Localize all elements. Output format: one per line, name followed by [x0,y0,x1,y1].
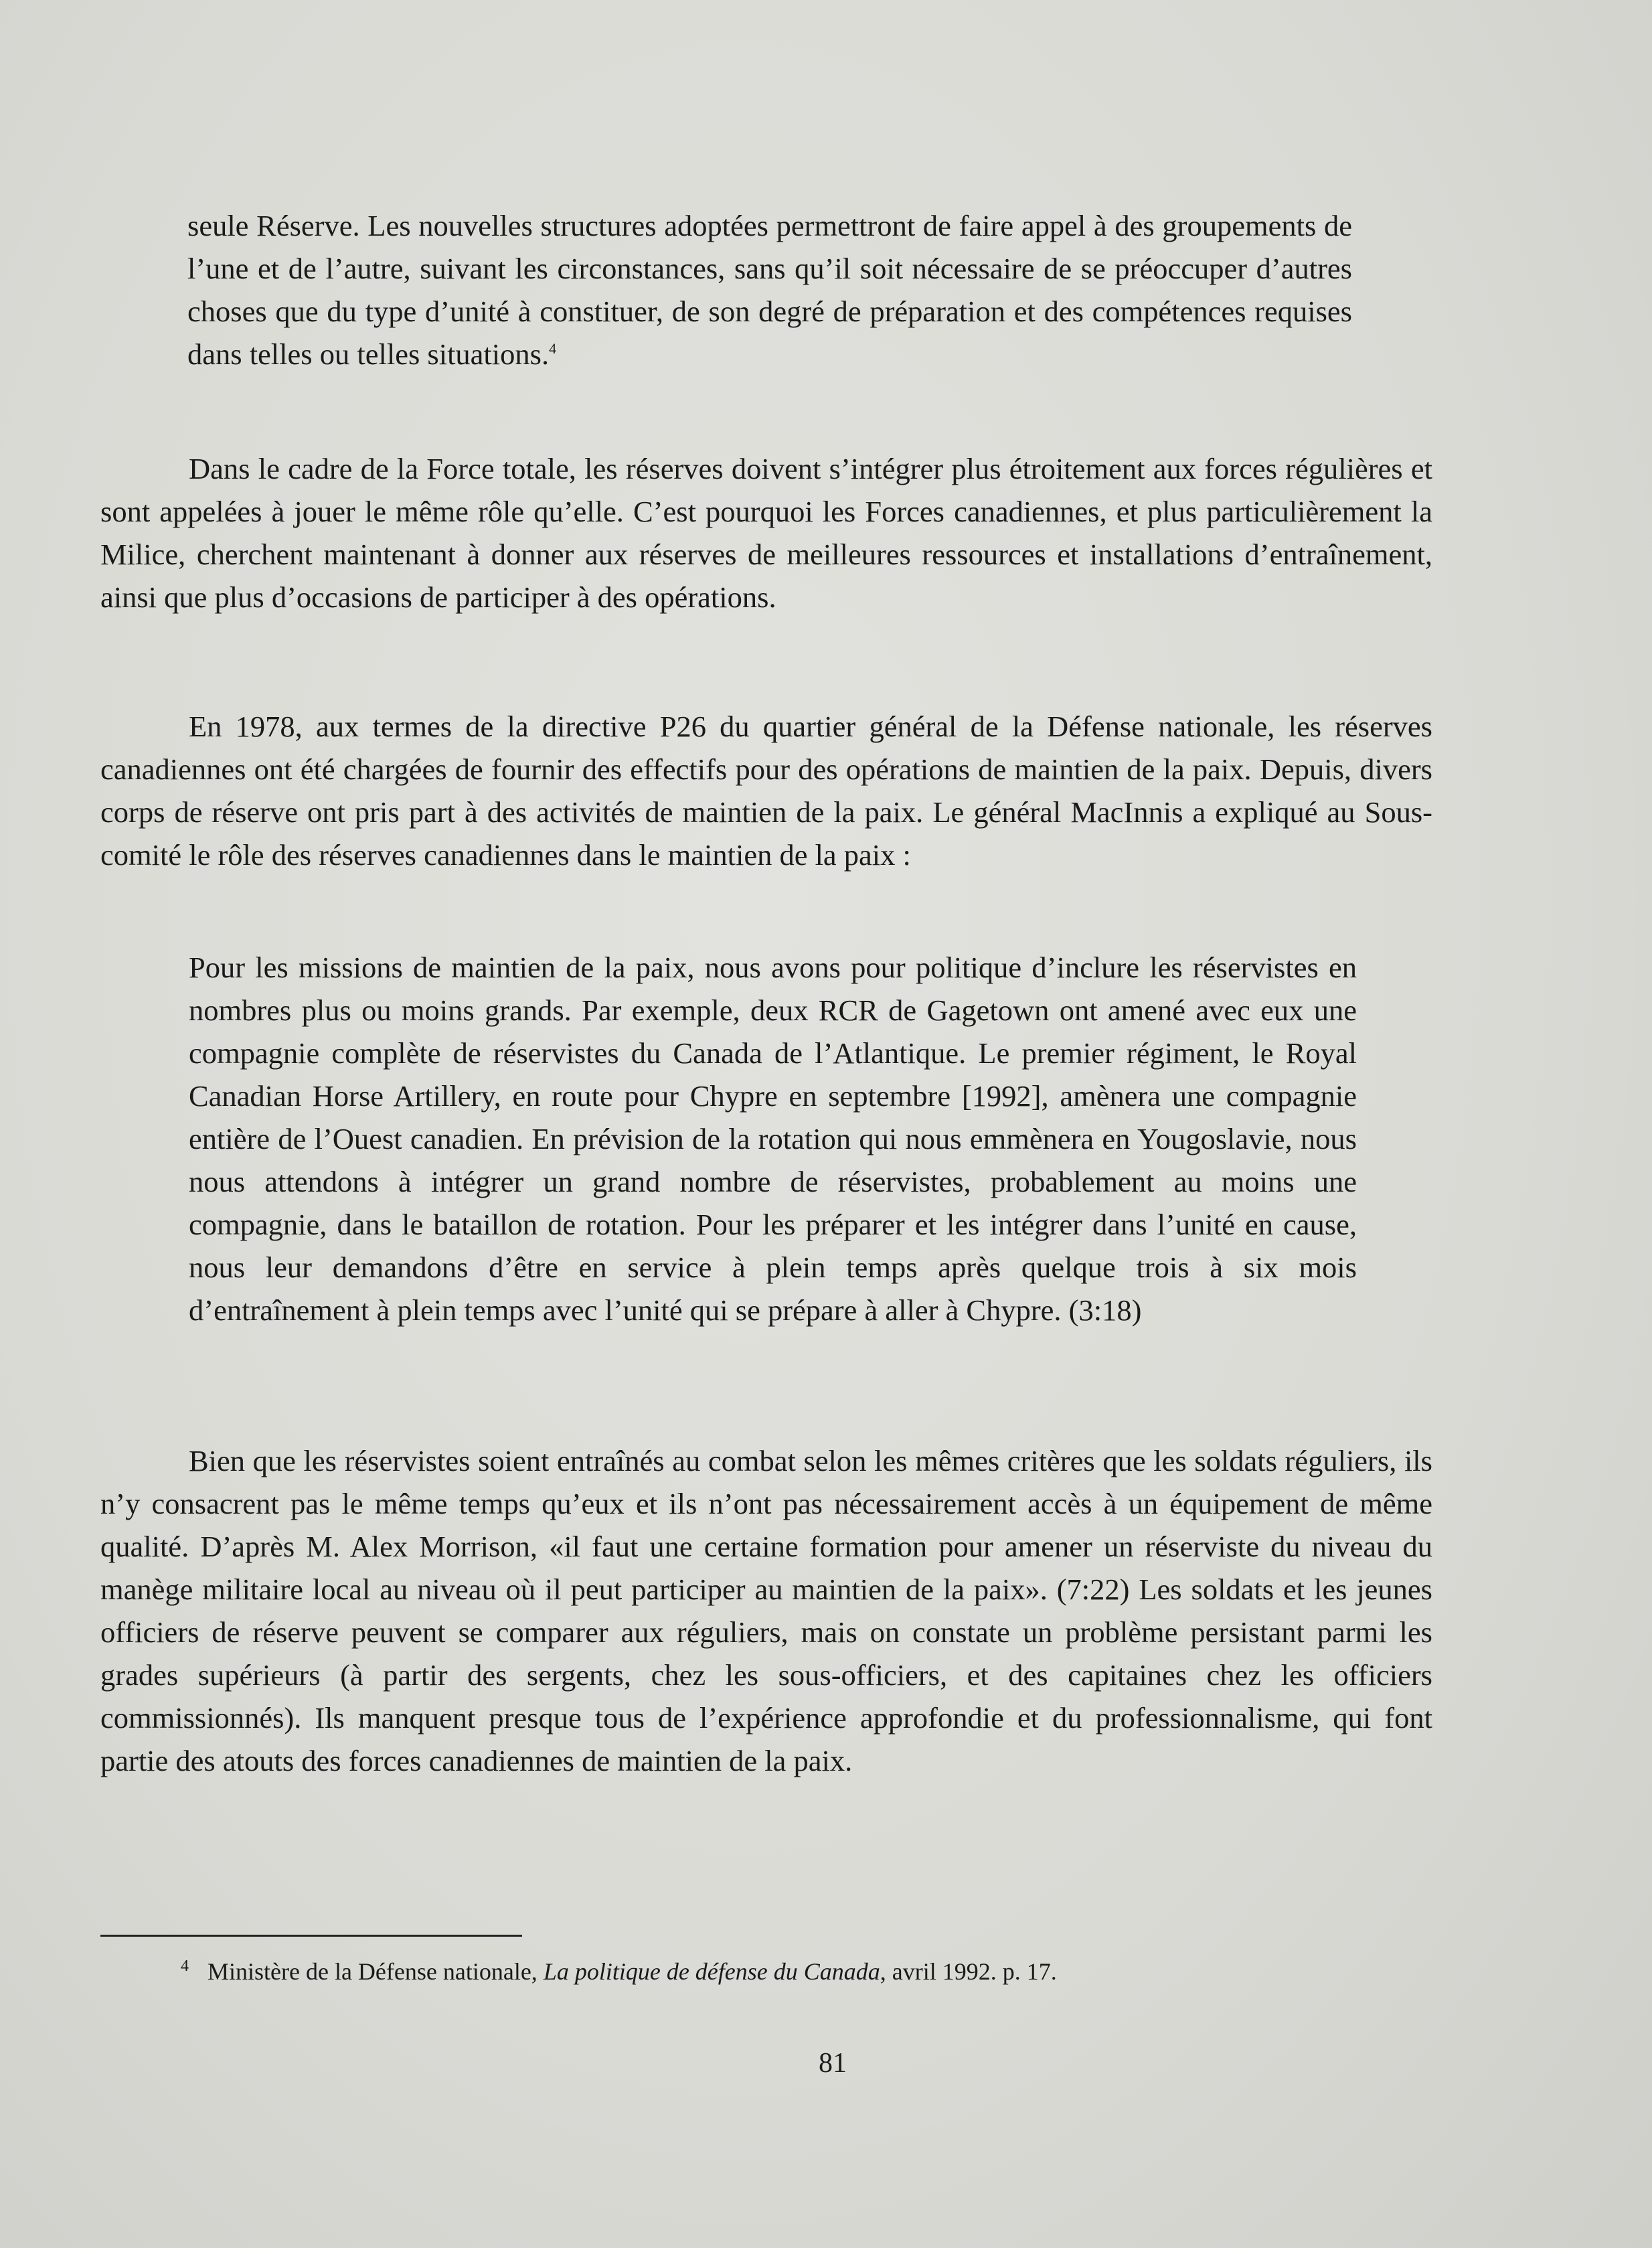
footnote-text-after: , avril 1992. p. 17. [880,1958,1057,1985]
paragraph-3-text: En 1978, aux termes de la directive P26 du quartier général de la Défense nationale, les réserves canadiennes ont été chargées de fournir des effectifs pour des opérations de maintien de la paix. Depuis, divers corps de réserve ont pris part à des activités de maintien de la paix. Le général MacInnis a expliqué au Sous-comité le rôle des réserves canadiennes dans le maintien de la paix : [100,710,1432,872]
footnote-divider [100,1935,522,1937]
paragraph-3 [100,705,1432,876]
paragraph-4 [100,1439,1432,1782]
block-quote [189,946,1357,1332]
block-quote-text: Pour les missions de maintien de la paix, nous avons pour politique d’inclure les réservistes en nombres plus ou moins grands. Par exemple, deux RCR de Gagetown ont amené avec eux une compagnie complète de réservistes du Canada de l’Atlantique. Le premier régiment, le Royal Canadian Horse Artillery, en route pour Chypre en septembre [1992], amènera une compagnie entière de l’Ouest canadien. En prévision de la rotation qui nous emmènera en Yougoslavie, nous nous attendons à intégrer un grand nombre de réservistes, probablement au moins une compagnie, dans le bataillon de rotation. Pour les préparer et les intégrer dans l’unité en cause, nous leur demandons d’être en service à plein temps après quelque trois à six mois d’entraînement à plein temps avec l’unité qui se prépare à aller à Chypre. (3:18) [189,951,1357,1327]
paragraph-2-text: Dans le cadre de la Force totale, les réserves doivent s’intégrer plus étroitement aux forces régulières et sont appelées à jouer le même rôle qu’elle. C’est pourquoi les Forces canadiennes, et plus particulièrement la Milice, cherchent maintenant à donner aux réserves de meilleures ressources et installations d’entraînement, ainsi que plus d’occasions de participer à des opérations. [100,452,1432,614]
paragraph-1 [187,204,1352,376]
paragraph-1-text: seule Réserve. Les nouvelles structures adoptées permettront de faire appel à des groupements de l’une et de l’autre, suivant les circonstances, sans qu’il soit nécessaire de se préoccuper d’autres choses que du type d’unité à constituer, de son degré de préparation et des compétences requises dans telles ou telles situations. [187,209,1352,371]
footnote-text-before: Ministère de la Défense nationale, [208,1958,544,1985]
paragraph-2 [100,447,1432,619]
footnote: 4 Ministère de la Défense nationale, La politique de défense du Canada, avril 1992. p. 17. [181,1957,1057,1985]
footnote-title: La politique de défense du Canada [543,1958,880,1985]
page-number: 81 [819,2048,847,2079]
footnote-reference[interactable]: 4 [549,340,557,357]
paragraph-4-text: Bien que les réservistes soient entraînés au combat selon les mêmes critères que les soldats réguliers, ils n’y consacrent pas le même temps qu’eux et ils n’ont pas nécessairement accès à un équipement de même qualité. D’après M. Alex Morrison, «il faut une certaine formation pour amener un réserviste du niveau du manège militaire local au niveau où il peut participer au maintien de la paix». (7:22) Les soldats et les jeunes officiers de réserve peuvent se comparer aux réguliers, mais on constate un problème persistant parmi les grades supérieurs (à partir des sergents, chez les sous-officiers, et des capitaines chez les officiers commissionnés). Ils manquent presque tous de l’expérience approfondie et du professionnalisme, qui font partie des atouts des forces canadiennes de maintien de la paix. [100,1444,1432,1777]
